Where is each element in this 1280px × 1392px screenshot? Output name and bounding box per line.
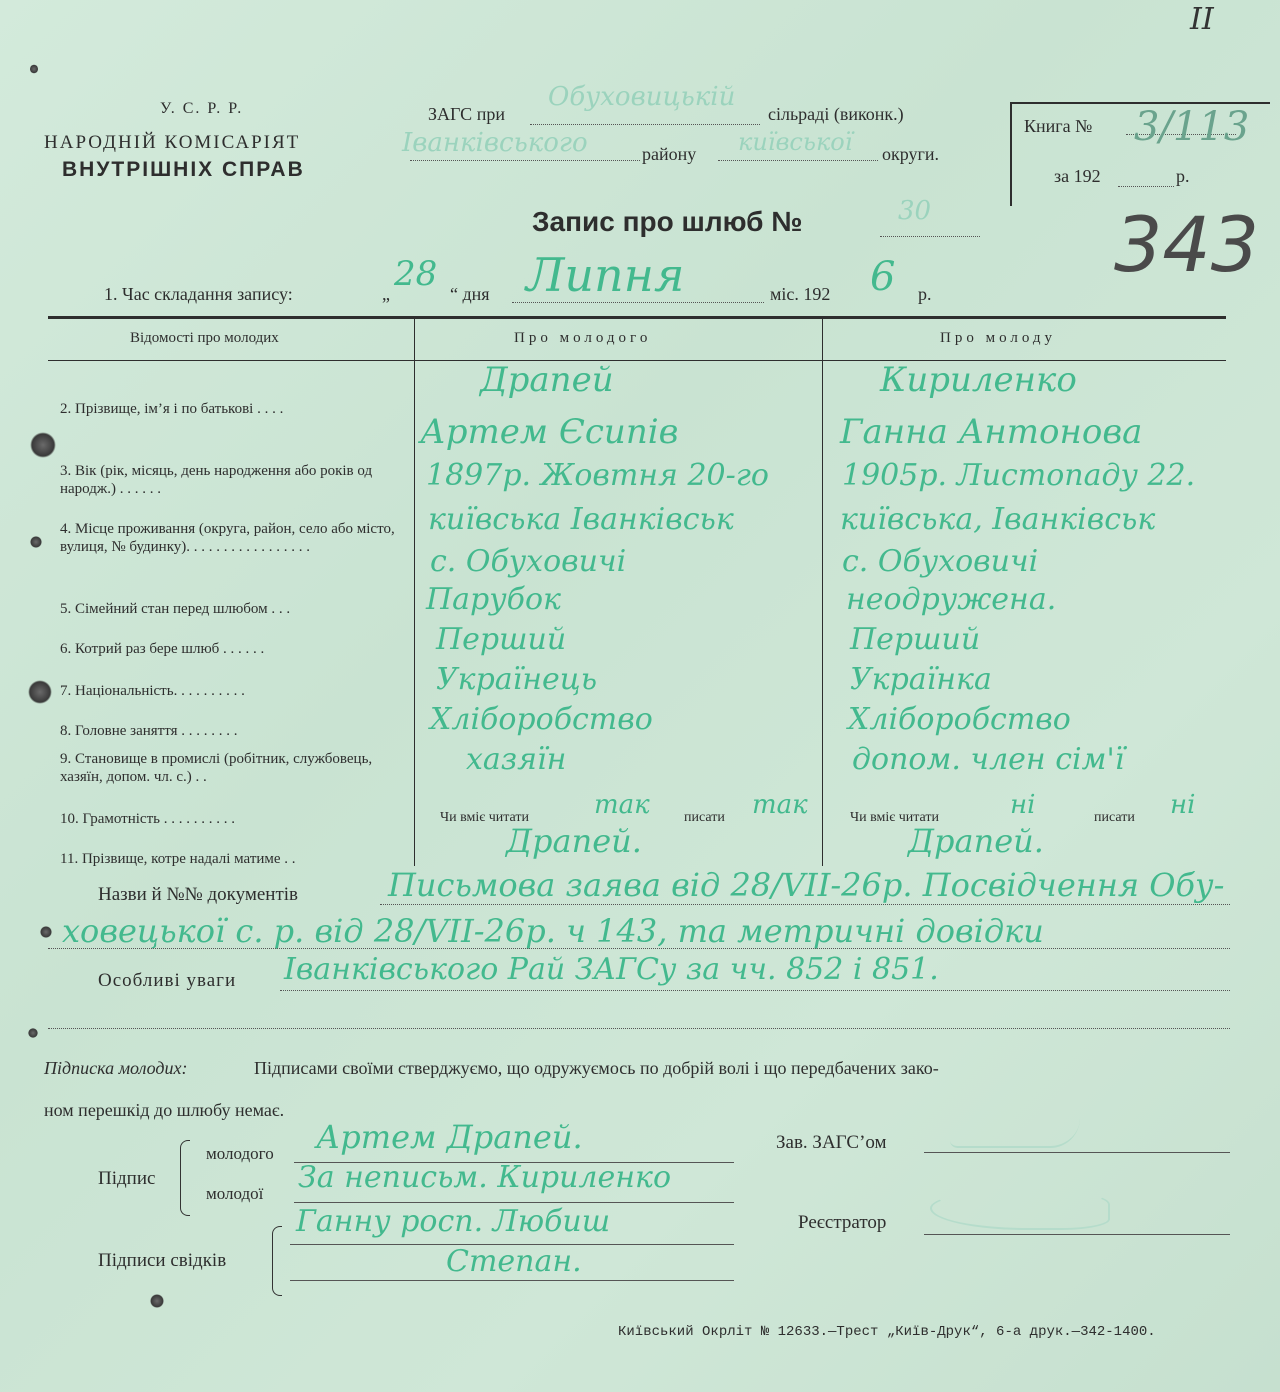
documents-line-1 <box>380 904 1230 905</box>
book-year-line <box>1118 186 1174 187</box>
bride-occupation-hand: Хліборобство <box>848 702 1071 737</box>
bride-residence-hand-2: с. Обуховичі <box>842 544 1039 579</box>
printer-imprint: Київський Окрліт № 12633.—Трест „Київ-Друк“, 6-а друк.—342-1400. <box>618 1324 1156 1340</box>
row-label-literacy: 10. Грамотність . . . . . . . . . . <box>60 811 235 827</box>
bride-position-hand: допом. член сім'ї <box>852 742 1125 777</box>
village-council-hand: Обуховицькій <box>548 82 736 112</box>
witnesses-label: Підписи свідків <box>98 1250 227 1271</box>
bride-read-label: Чи вміє читати <box>850 810 940 825</box>
groom-read-label: Чи вміє читати <box>440 810 530 825</box>
record-number-line <box>880 236 980 237</box>
groom-marital-hand: Парубок <box>426 582 561 617</box>
notes-line-2 <box>48 1028 1230 1029</box>
row-label-occupation: 8. Головне заняття . . . . . . . . <box>60 723 238 739</box>
registrar-signature <box>930 1190 1110 1230</box>
punch-hole <box>30 432 56 458</box>
notes-label: Особливі уваги <box>98 970 237 991</box>
punch-hole <box>40 926 52 938</box>
col3-header: Про молоду <box>940 330 1057 346</box>
ministry-line2: ВНУТРІШНІХ СПРАВ <box>62 158 305 181</box>
month-line <box>512 302 764 303</box>
signature-label: Підпис <box>98 1168 156 1189</box>
book-year-suffix: р. <box>1176 166 1190 186</box>
punch-hole <box>30 64 38 74</box>
bride-signature-hand: За неписьм. Кириленко <box>298 1160 672 1195</box>
row-label-residence: 4. Місце проживання (округа, район, село або місто, вулиця, № будинку). . . . . . . . . . . . . . . . . <box>60 521 395 555</box>
zags-head-label: Зав. ЗАГС’ом <box>776 1132 887 1153</box>
row-label-marriage-count: 6. Котрий раз бере шлюб . . . . . . <box>60 641 265 657</box>
groom-residence-hand-1: київська Іванківськ <box>428 502 734 537</box>
table-top-rule <box>48 316 1226 319</box>
record-number-hand: 30 <box>898 196 932 226</box>
declaration-text-1: Підписами своїми стверджуємо, що одружуємось по добрій волі і що передбачених зако- <box>254 1058 939 1078</box>
row-label-position: 9. Становище в промислі (робітник, службовець, хазяїн, допом. чл. с.) . . <box>60 751 373 785</box>
book-hand: 3/113 <box>1134 104 1250 150</box>
row-label-nationality: 7. Національність. . . . . . . . . . <box>60 683 245 699</box>
book-year-label: за 192 <box>1054 166 1101 186</box>
book-label: Книга № <box>1024 116 1093 136</box>
groom-write-hand: так <box>752 790 808 820</box>
bride-marriage-count-hand: Перший <box>850 622 981 657</box>
groom-position-hand: хазяїн <box>466 742 567 777</box>
zags-prefix: ЗАГС при <box>428 104 505 124</box>
groom-read-hand: так <box>594 790 650 820</box>
declaration-text-2: ном перешкід до шлюбу немає. <box>44 1100 285 1120</box>
documents-label: Назви й №№ документів <box>98 884 299 905</box>
groom-surname-hand: Драпей <box>480 360 614 400</box>
bride-given-names-hand: Ганна Антонова <box>840 412 1143 452</box>
documents-hand-line2: ховецької с. р. від 28/VII-26р. ч 143, та метричні довідки <box>62 912 1044 950</box>
district-suffix: району <box>642 144 697 164</box>
village-council-line <box>530 124 760 125</box>
signature-brace <box>180 1140 190 1216</box>
documents-hand-line1: Письмова заява від 28/VII-26р. Посвідчення Обу- <box>388 866 1225 904</box>
groom-given-names-hand: Артем Єсипів <box>420 412 679 452</box>
month-suffix: міс. 192 <box>770 284 831 304</box>
row-label-age: 3. Вік (рік, місяць, день народження або років од народж.) . . . . . . <box>60 463 373 497</box>
record-title: Запис про шлюб № <box>532 206 803 237</box>
bride-surname-hand: Кириленко <box>880 360 1077 400</box>
punch-hole <box>28 680 52 704</box>
bride-residence-hand-1: київська, Іванківськ <box>840 502 1156 537</box>
groom-future-surname-hand: Драпей. <box>506 822 642 860</box>
table-col-divider-2 <box>822 318 823 866</box>
groom-write-label: писати <box>684 810 725 825</box>
row-label-name: 2. Прізвище, ім’я і по батькові . . . . <box>60 401 284 417</box>
documents-hand-line3: Іванківського Рай ЗАГСу за чч. 852 і 851. <box>284 952 939 987</box>
col2-header: Про молодого <box>514 330 652 346</box>
witness2-hand: Степан. <box>446 1244 582 1279</box>
margin-number-hand: 343 <box>1114 200 1260 289</box>
zags-head-line <box>924 1152 1230 1153</box>
okrug-line <box>718 160 878 161</box>
zags-head-signature <box>950 1118 1080 1148</box>
district-line <box>410 160 640 161</box>
groom-residence-hand-2: с. Обуховичі <box>430 544 627 579</box>
witness1-hand: Ганну росп. Любиш <box>296 1204 611 1239</box>
groom-nationality-hand: Українець <box>436 662 598 697</box>
bride-read-hand: ні <box>1010 790 1036 820</box>
bride-write-label: писати <box>1094 810 1135 825</box>
witness2-line <box>290 1280 734 1281</box>
bride-marital-hand: неодружена. <box>846 582 1057 617</box>
punch-hole <box>28 1028 38 1038</box>
quote-close: “ дня <box>450 284 490 304</box>
punch-hole <box>150 1294 164 1308</box>
notes-line-1 <box>280 990 1230 991</box>
district-hand: Іванківського <box>402 128 588 158</box>
time-label: 1. Час складання запису: <box>104 284 293 304</box>
punch-hole <box>30 536 42 548</box>
bride-future-surname-hand: Драпей. <box>908 822 1044 860</box>
groom-signature-hand: Артем Драпей. <box>316 1118 583 1156</box>
bride-write-hand: ні <box>1170 790 1196 820</box>
groom-signature-label: молодого <box>206 1144 274 1163</box>
registrar-line <box>924 1234 1230 1235</box>
day-hand: 28 <box>394 254 438 294</box>
row-label-marital-status: 5. Сімейний стан перед шлюбом . . . <box>60 601 291 617</box>
ussr-heading: У. С. Р. Р. <box>160 100 244 117</box>
declaration-label: Підписка молодих: <box>44 1058 188 1078</box>
bride-signature-label: молодої <box>206 1184 264 1203</box>
groom-marriage-count-hand: Перший <box>436 622 567 657</box>
bride-birth-hand: 1905р. Листопаду 22. <box>842 458 1196 493</box>
corner-mark: II <box>1190 2 1214 37</box>
table-col-divider-1 <box>414 318 415 866</box>
village-council-suffix: сільраді (виконк.) <box>768 104 904 124</box>
ministry-line1: НАРОДНІЙ КОМІСАРІЯТ <box>44 132 301 153</box>
registrar-label: Реєстратор <box>798 1212 887 1233</box>
year-suffix: р. <box>918 284 932 304</box>
col1-header: Відомості про молодих <box>130 330 279 346</box>
bride-signature-line <box>294 1202 734 1203</box>
okrug-suffix: округи. <box>882 144 940 164</box>
quote-open: „ <box>382 284 390 304</box>
bride-nationality-hand: Українка <box>850 662 992 697</box>
groom-birth-hand: 1897р. Жовтня 20-го <box>426 458 769 493</box>
year-hand: 6 <box>870 254 896 300</box>
witnesses-brace <box>272 1226 282 1296</box>
row-label-future-surname: 11. Прізвище, котре надалі матиме . . <box>60 851 296 867</box>
groom-occupation-hand: Хліборобство <box>430 702 653 737</box>
okrug-hand: київської <box>738 128 853 156</box>
documents-line-2 <box>48 948 1230 949</box>
month-hand: Липня <box>526 248 685 302</box>
